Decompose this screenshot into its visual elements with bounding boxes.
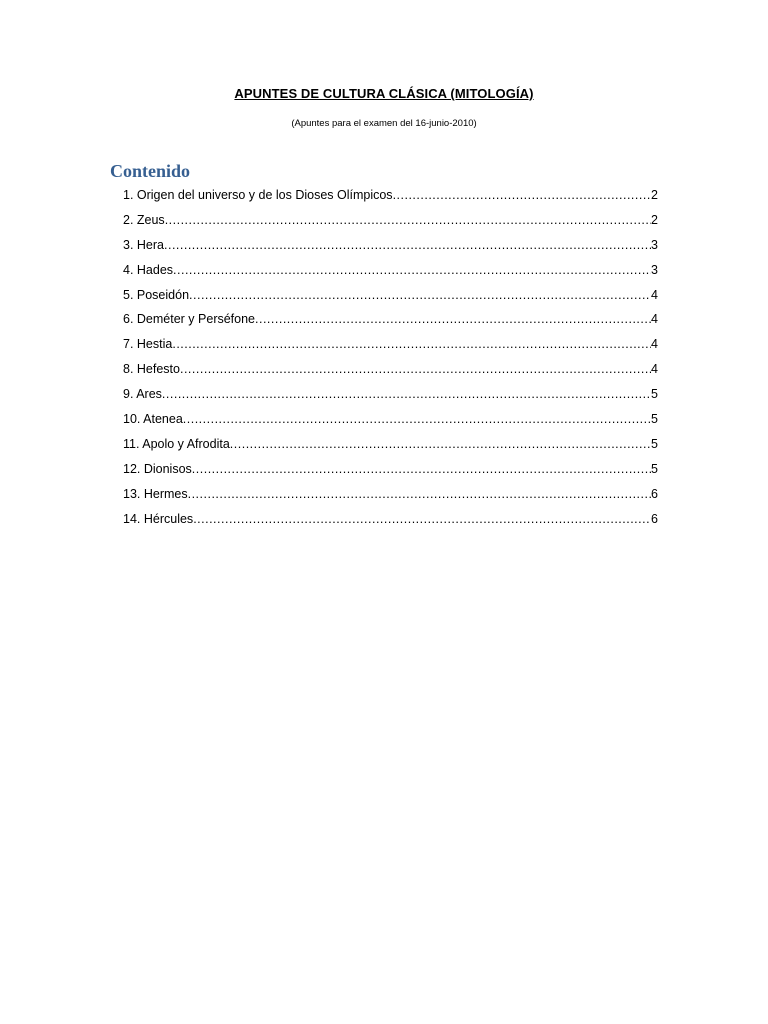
toc-entry-label: 4. Hades	[123, 262, 174, 277]
toc-entry-zeus[interactable]	[123, 210, 658, 235]
toc-entry-page: 4	[651, 362, 658, 377]
toc-entry-page: 3	[651, 237, 658, 252]
toc-entry-hestia[interactable]	[123, 334, 658, 359]
toc-entry-label: 14. Hércules	[123, 511, 194, 526]
toc-entry-hermes[interactable]	[123, 484, 658, 509]
toc-entry-hades[interactable]	[123, 260, 658, 285]
document-subtitle: (Apuntes para el examen del 16-junio-2010)	[291, 118, 477, 129]
toc-entry-page: 2	[651, 188, 658, 202]
toc-entry-poseidon[interactable]	[123, 285, 658, 310]
toc-dot-leader	[183, 409, 651, 429]
toc-entry-dionisos[interactable]	[123, 459, 658, 484]
table-of-contents	[123, 185, 658, 533]
toc-entry-page: 4	[651, 312, 658, 327]
toc-entry-page: 4	[651, 287, 658, 302]
toc-entry-page: 6	[651, 486, 658, 501]
toc-entry-label: 2. Zeus	[123, 212, 165, 227]
toc-entry-page: 5	[651, 461, 658, 476]
toc-entry-label: 3. Hera	[123, 237, 164, 252]
toc-dot-leader	[162, 384, 651, 404]
toc-entry-page: 5	[651, 436, 658, 451]
toc-dot-leader	[189, 285, 651, 305]
toc-dot-leader	[164, 235, 651, 255]
toc-entry-apolo-afrodita[interactable]	[123, 434, 658, 459]
toc-entry-page: 5	[651, 412, 658, 427]
toc-entry-label: 6. Deméter y Perséfone	[123, 312, 256, 327]
toc-entry-label: 8. Hefesto	[123, 362, 180, 377]
toc-entry-page: 6	[651, 511, 658, 526]
toc-entry-label: 5. Poseidón	[123, 287, 190, 302]
toc-dot-leader	[173, 260, 651, 280]
toc-entry-hercules[interactable]	[123, 509, 658, 534]
toc-entry-page: 2	[651, 212, 658, 227]
toc-dot-leader	[180, 359, 651, 379]
toc-entry-origen[interactable]	[123, 185, 658, 210]
toc-entry-label: 9. Ares	[123, 387, 162, 402]
toc-entry-page: 4	[651, 337, 658, 352]
toc-heading: Contenido	[110, 161, 191, 181]
toc-dot-leader	[188, 484, 651, 504]
toc-dot-leader	[165, 210, 651, 230]
toc-dot-leader	[172, 334, 651, 354]
toc-entry-page: 3	[651, 262, 658, 277]
document-title: APUNTES DE CULTURA CLÁSICA (MITOLOGÍA)	[234, 86, 534, 101]
toc-entry-hefesto[interactable]	[123, 359, 658, 384]
toc-entry-label: 11. Apolo y Afrodita	[123, 436, 230, 451]
toc-entry-atenea[interactable]	[123, 409, 658, 434]
toc-dot-leader	[230, 434, 651, 454]
toc-dot-leader	[192, 459, 651, 479]
toc-entry-demeter[interactable]	[123, 309, 658, 334]
toc-entry-page: 5	[651, 387, 658, 402]
toc-entry-label: 12. Dionisos	[123, 461, 192, 476]
toc-dot-leader	[193, 509, 651, 529]
toc-dot-leader	[393, 185, 651, 205]
toc-entry-hera[interactable]	[123, 235, 658, 260]
toc-entry-label: 1. Origen del universo y de los Dioses Olímpicos	[123, 188, 393, 202]
toc-entry-ares[interactable]	[123, 384, 658, 409]
toc-entry-label: 7. Hestia	[123, 337, 173, 352]
toc-entry-label: 13. Hermes	[123, 486, 188, 501]
toc-dot-leader	[255, 309, 651, 329]
toc-entry-label: 10. Atenea	[123, 412, 183, 427]
